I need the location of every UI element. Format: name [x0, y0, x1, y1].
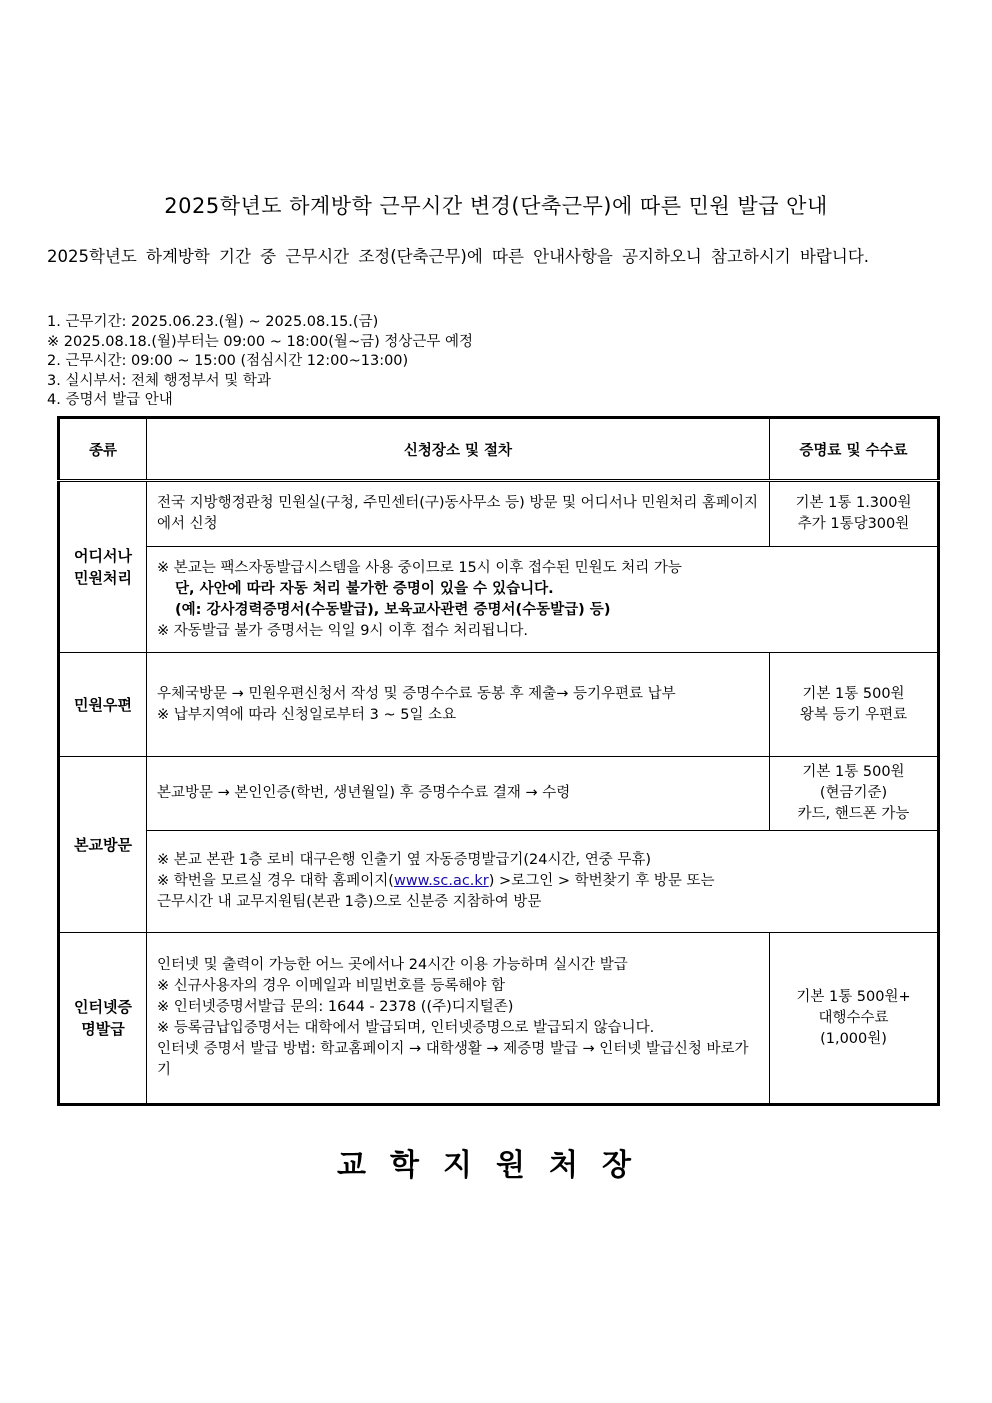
item-period: 1. 근무기간: 2025.06.23.(월) ~ 2025.08.15.(금) [47, 314, 379, 330]
intro-text: 2025학년도 하계방학 기간 중 근무시간 조정(단축근무)에 따른 안내사항을 공지하오니 참고하시기 바랍니다. [47, 247, 869, 266]
header-fee: 증명료 및 수수료 [770, 418, 939, 481]
signature: 교학지원처장 [337, 1148, 655, 1183]
procedure-visit: 본교방문 → 본인인증(학번, 생년월일) 후 증명수수료 결재 → 수령 [147, 757, 770, 831]
table-row [59, 933, 939, 1105]
item-period-note: ※ 2025.08.18.(월)부터는 09:00 ~ 18:00(월~금) 정상근무 예정 [47, 333, 474, 350]
table-header-row [59, 418, 939, 481]
table-row [59, 653, 939, 757]
fee-visit: 기본 1통 500원 (현금기준) 카드, 핸드폰 가능 [770, 757, 939, 831]
category-internet: 인터넷증 명발급 [59, 933, 147, 1105]
category-visit: 본교방문 [59, 757, 147, 933]
procedure-internet: 인터넷 및 출력이 가능한 어느 곳에서나 24시간 이용 가능하며 실시간 발급 ※ 신규사용자의 경우 이메일과 비밀번호를 등록해야 함 ※ 인터넷증명서발급 문의: 1644 - 2378 ((주)디지털존) ※ 등록금납입증명서는 대학에서 발급되며, 인터넷증명으로 발급되지 않습니다. 인터넷 증명서 발급 방법: 학교홈페이지 → 대학생활 → 제증명 발급 → 인터넷 발급신청 바로가기 [147, 933, 770, 1105]
category-mail: 민원우편 [59, 653, 147, 757]
table-row [59, 481, 939, 547]
header-procedure: 신청장소 및 절차 [147, 418, 770, 481]
table-row [59, 757, 939, 831]
page-title: 2025학년도 하계방학 근무시간 변경(단축근무)에 따른 민원 발급 안내 [164, 194, 828, 218]
fee-mail: 기본 1통 500원 왕복 등기 우편료 [770, 653, 939, 757]
category-anywhere: 어디서나 민원처리 [59, 481, 147, 653]
item-departments: 3. 실시부서: 전체 행정부서 및 학과 [47, 372, 271, 389]
note-visit: ※ 본교 본관 1층 로비 대구은행 인출기 옆 자동증명발급기(24시간, 연중 무휴) ※ 학번을 모르실 경우 대학 홈페이지(www.sc.ac.kr) >로그인 > 학번찾기 후 방문 또는 근무시간 내 교무지원팀(본관 1층)으로 신분증 지참하여 방문 [147, 831, 939, 933]
table-row [59, 547, 939, 653]
header-type: 종류 [59, 418, 147, 481]
fee-internet: 기본 1통 500원+ 대행수수료 (1,000원) [770, 933, 939, 1105]
item-hours: 2. 근무시간: 09:00 ~ 15:00 (점심시간 12:00~13:00) [47, 353, 409, 369]
table-row [59, 831, 939, 933]
homepage-link[interactable]: www.sc.ac.kr [393, 873, 489, 889]
notice-items [47, 313, 947, 411]
fee-anywhere: 기본 1통 1.300원 추가 1통당300원 [770, 481, 939, 547]
procedure-anywhere: 전국 지방행정관청 민원실(구청, 주민센터(구)동사무소 등) 방문 및 어디서나 민원처리 홈페이지에서 신청 [147, 481, 770, 547]
note-anywhere: ※ 본교는 팩스자동발급시스템을 사용 중이므로 15시 이후 접수된 민원도 처리 가능 단, 사안에 따라 자동 처리 불가한 증명이 있을 수 있습니다. (예: 강사경력증명서(수동발급), 보육교사관련 증명서(수동발급) 등) ※ 자동발급 불가 증명서는 익일 9시 이후 접수 처리됩니다. [147, 547, 939, 653]
item-certificate: 4. 증명서 발급 안내 [47, 392, 173, 408]
procedure-mail: 우체국방문 → 민원우편신청서 작성 및 증명수수료 동봉 후 제출→ 등기우편료 납부 ※ 납부지역에 따라 신청일로부터 3 ~ 5일 소요 [147, 653, 770, 757]
certificate-table [57, 416, 940, 1106]
